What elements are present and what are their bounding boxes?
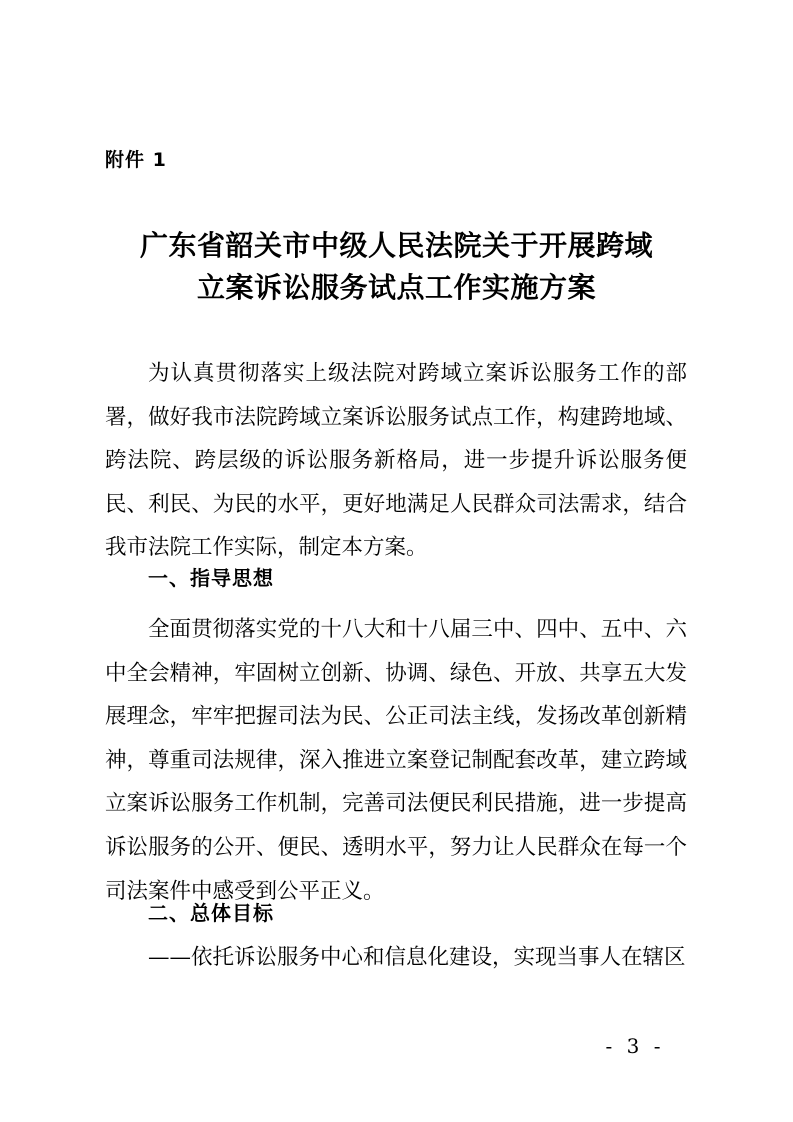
document-title-line-1: 广东省韶关市中级人民法院关于开展跨域 — [139, 229, 653, 262]
attachment-label: 附件 1 — [105, 149, 167, 171]
section-heading-overall-goals: 二、总体目标 — [148, 901, 274, 925]
guiding-ideology-paragraph: 全面贯彻落实党的十八大和十八届三中、四中、五中、六中全会精神，牢固树立创新、协调、绿色、开放、共享五大发展理念，牢牢把握司法为民、公正司法主线，发扬改革创新精神，尊重司法规律，深入推进立案登记制配套改革，建立跨域立案诉讼服务工作机制，完善司法便民利民措施，进一步提高诉讼服务的公开、便民、透明水平，努力让人民群众在每一个司法案件中感受到公平正义。 — [105, 617, 687, 904]
section-heading-guiding-ideology: 一、指导思想 — [148, 566, 274, 590]
page-number: - 3 - — [605, 1034, 665, 1058]
document-title-line-2: 立案诉讼服务试点工作实施方案 — [196, 271, 596, 304]
intro-paragraph: 为认真贯彻落实上级法院对跨域立案诉讼服务工作的部署，做好我市法院跨域立案诉讼服务试点工作，构建跨地域、跨法院、跨层级的诉讼服务新格局，进一步提升诉讼服务便民、利民、为民的水平，更好地满足人民群众司法需求，结合我市法院工作实际，制定本方案。 — [105, 361, 687, 561]
overall-goals-paragraph: ——依托诉讼服务中心和信息化建设，实现当事人在辖区 — [148, 945, 686, 970]
